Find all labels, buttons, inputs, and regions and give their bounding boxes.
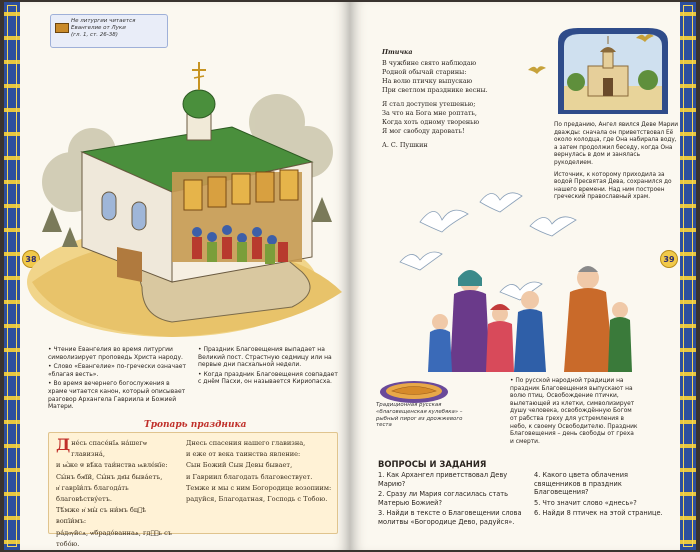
left-page: [4, 2, 350, 550]
questions-col2: [534, 471, 674, 520]
poem-author: А. С. Пушкин: [382, 141, 428, 149]
chapel-illustration: [548, 22, 678, 118]
civil-line: и еже от века таинства явление:: [186, 450, 301, 459]
questions-col1: [378, 471, 528, 529]
info-bullet: • Праздник Благовещения выпадает на Великий пост. Страстную седмицу или на первые дни пасхальной недели.: [198, 346, 332, 369]
scripture-note-line: (гл. 1, ст. 26-38): [71, 32, 118, 38]
poem-line: Когда хоть одному творенью: [382, 118, 480, 126]
slavonic-line: нéсь спасéнїѧ нáшегѡ главизнá,: [71, 439, 148, 459]
info-bullet: • Чтение Евангелия во время литургии символизирует проповедь Христа народу.: [48, 346, 183, 361]
question-item: 5. Что значит слово «днесь»?: [534, 498, 637, 507]
slavonic-line: ра́дѹйсѧ, ѡ҆брадо́ваннаѧ, гдⷭ҇ь съ тобо́ю.: [56, 528, 172, 548]
church-cutaway-illustration: [22, 32, 348, 342]
scripture-note-line: Евангелие от Луки: [71, 25, 126, 31]
left-bullets-col2: [198, 346, 338, 388]
poem-title: Птичка: [382, 48, 413, 56]
poem-stanza: [382, 100, 522, 136]
question-item: 3. Найди в тексте о Благовещении слова молитвы «Богородице Дево, радуйся».: [378, 509, 522, 526]
civil-line: Сын Божий Сын Девы бывает,: [186, 461, 293, 470]
drop-cap: Д: [56, 435, 71, 454]
troparion-title: Тропарь праздника: [144, 420, 247, 430]
question-item: 1. Как Архангел приветствовал Деву Марию?: [378, 471, 508, 488]
side-paragraph: Источник, к которому приходила за водой Пресвятая Дева, сохранился до нашего времени. Над ним построен греческий православный храм.: [554, 171, 672, 201]
question-item: 4. Какого цвета облачения священников в праздник Благовещения?: [534, 471, 628, 497]
slavonic-line: и ѩ҆́же ѿ вѣ́ка таи́нства ѩвлéнїе:: [56, 461, 168, 470]
poem-line: При светлом празднике весны.: [382, 86, 488, 94]
people-releasing-birds-illustration: [380, 182, 650, 382]
side-paragraph: По преданию, Ангел явился Деве Марии дважды: сначала он приветствовал Её около колодца, где Она набирала воду, а затем продолжил беседу, когда Она вернулась в дом и занялась рукоделием.: [554, 122, 678, 166]
bird-icon: [526, 62, 548, 76]
poem: [382, 48, 522, 150]
poem-line: Я стал доступен утешенью;: [382, 100, 476, 108]
poem-stanza: [382, 59, 522, 95]
info-bullet: • Во время вечернего богослужения в храме читается канон, который описывает разговор Архангела Гавриила и Божией Матери.: [48, 380, 186, 411]
info-bullet: • Слово «Евангелие» по-гречески означает «благая весть».: [48, 363, 186, 378]
poem-line: За что на Бога мне роптать,: [382, 109, 477, 117]
question-item: 2. Сразу ли Мария согласилась стать Матерью Божией?: [378, 490, 508, 507]
poem-line: В чужбине свято наблюдаю: [382, 59, 477, 67]
book-spread: [4, 2, 696, 550]
troparion-slavonic: [56, 435, 176, 550]
slavonic-line: Сы́нъ бж҃їй, Сы́нъ дв҃ы быва́етъ,: [56, 472, 163, 481]
slavonic-line: и҆ гаврїи́лъ благода́ть благовѣству́етъ.: [56, 483, 129, 504]
dish-caption: Традиционная русская «благовещенская кулебяка» – рыбный пирог из дрожжевого теста: [376, 402, 463, 429]
troparion-civil: [186, 438, 336, 505]
civil-line: Днесь спасения нашего главизна,: [186, 439, 306, 447]
slavonic-line: Тѣ́мже и҆ мы̀ съ ни́мъ бцⷣѣ вопїи́мъ:: [56, 506, 147, 526]
page-number-right: 39: [660, 250, 678, 268]
question-item: 6. Найди 8 птичек на этой странице.: [534, 509, 663, 518]
poem-line: На волю птичку выпускаю: [382, 77, 473, 85]
civil-line: и Гавриил благодать благовествует.: [186, 472, 313, 481]
bird-icon: [634, 30, 656, 44]
ornament-border-left: [4, 2, 20, 550]
right-page: [350, 2, 696, 550]
left-bullets-col1: [48, 346, 188, 413]
civil-line: Темже и мы с ним Богородице возопиим:: [186, 483, 332, 492]
tradition-text: • По русской народной традиции на праздник Благовещения выпускают на волю птиц. Освобождение птички, вылетающей из клетки, символизирует душу человека, освобождённую Богом от рабства греху для устремления в небо, к своему Освободителю. Праздник Благовещения – день свободы от греха и смерти.: [510, 378, 638, 445]
scripture-note-line: Не литургии читается: [71, 18, 136, 24]
civil-line: радуйся, Благодатная, Господь с Тобою.: [186, 495, 328, 504]
page-number-left: 38: [22, 250, 40, 268]
ornament-border-right: [680, 2, 696, 550]
fish-pie-illustration: [378, 378, 450, 404]
info-bullet: • Когда праздник Благовещения совпадает с днём Пасхи, он называется Кириопасха.: [198, 370, 338, 386]
poem-line: Родной обычай старины:: [382, 68, 467, 76]
poem-line: Я мог свободу даровать!: [382, 127, 465, 135]
questions-title: ВОПРОСЫ И ЗАДАНИЯ: [378, 459, 487, 469]
